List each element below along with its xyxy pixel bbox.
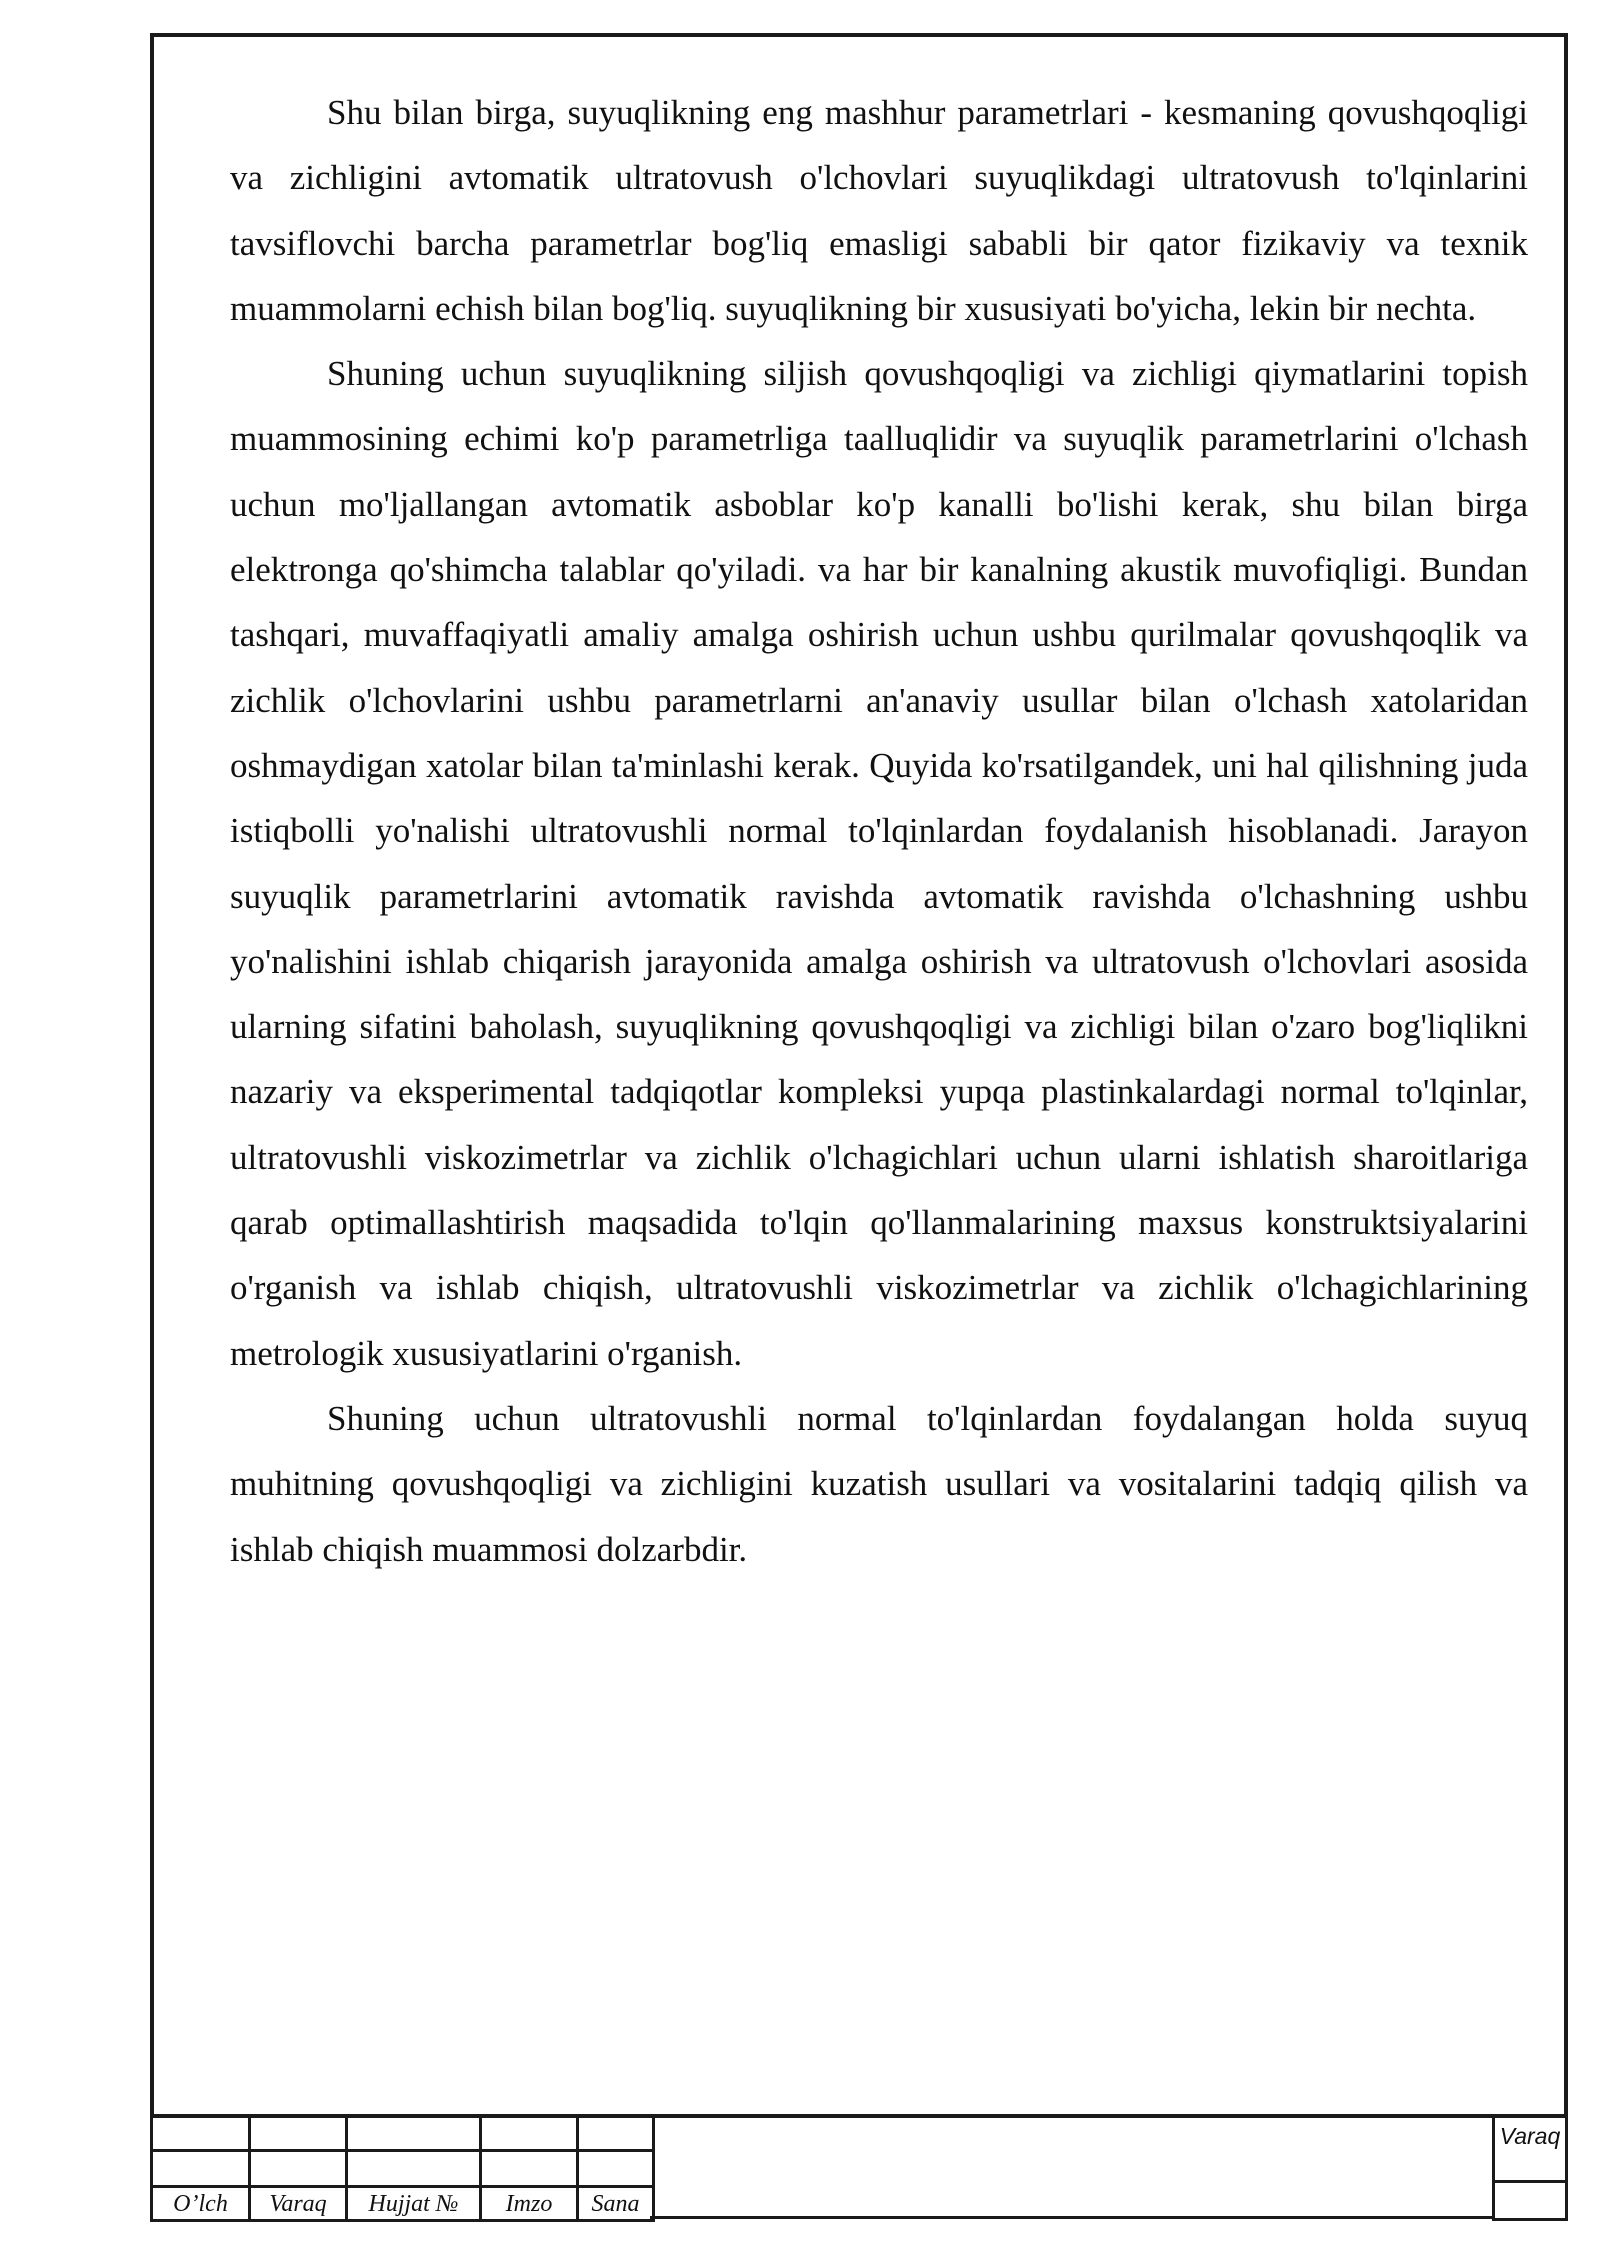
paragraph-3: Shuning uchun ultratovushli normal to'lqinlardan foydalangan holda suyuq muhitning qovushqoqligi va zichligini kuzatish usullari va vositalarini tadqiq qilish va ishlab chiqish muammosi dolzarbdir. xyxy=(230,1398,1528,1569)
sheet-number-field xyxy=(1495,2183,1565,2218)
title-block-label-imzo: Imzo xyxy=(481,2187,578,2221)
title-block-label-hujjat: Hujjat № xyxy=(347,2187,481,2221)
title-block-label-olch: O’lch xyxy=(152,2187,250,2221)
paragraph-2: Shuning uchun suyuqlikning siljish qovushqoqligi va zichligi qiymatlarini topish muammosining echimi ko'p parametrliga taalluqlidir va suyuqlik parametrlarini o'lchash uchun mo'ljallangan avtomatik asboblar ko'p kanalli bo'lishi kerak, shu bilan birga elektronga qo'shimcha talablar qo'yiladi. va har bir kanalning akustik muvofiqligi. Bundan tashqari, muvaffaqiyatli amaliy amalga oshirish uchun ushbu qurilmalar qovushqoqlik va zichlik o'lchovlarini ushbu parametrlarni an'anaviy usullar bilan o'lchash xatolaridan oshmaydigan xatolar bilan ta'minlashi kerak. Quyida ko'rsatilgandek, uni hal qilishning juda istiqbolli yo'nalishi ultratovushli normal to'lqinlardan foydalanish hisoblanadi. Jarayon suyuqlik parametrlarini avtomatik ravishda avtomatik ravishda o'lchashning ushbu yo'nalishini ishlab chiqarish jarayonida amalga oshirish va ultratovush o'lchovlari asosida ularning sifatini baholash, suyuqlikning qovushqoqligi va zichligi bilan o'zaro bog'liqlikni nazariy va eksperimental tadqiqotlar kompleksi yupqa plastinkalardagi normal to'lqinlar, ultratovushli viskozimetrlar va zichlik o'lchagichlari uchun ularni ishlatish sharoitlariga qarab optimallashtirish maqsadida to'lqin qo'llanmalarining maxsus konstruktsiyalarini o'rganish va ishlab chiqish, ultratovushli viskozimetrlar va zichlik o'lchagichlarining metrologik xususiyatlarini o'rganish. xyxy=(230,354,1528,1373)
title-block-table xyxy=(150,2114,655,2222)
title-block-label-sana: Sana xyxy=(578,2187,654,2221)
title-block-cell xyxy=(481,2116,578,2151)
title-block-designation-field xyxy=(650,2114,1492,2219)
title-block-cell xyxy=(347,2151,481,2187)
title-block xyxy=(150,2114,1568,2221)
title-block-sheet-box xyxy=(1492,2114,1568,2221)
title-block-cell xyxy=(481,2151,578,2187)
title-block-cell xyxy=(152,2116,250,2151)
paragraph-1: Shu bilan birga, suyuqlikning eng mashhur parametrlari - kesmaning qovushqoqligi va zichligini avtomatik ultratovush o'lchovlari suyuqlikdagi ultratovush to'lqinlarini tavsiflovchi barcha parametrlar bog'liq emasligi sababli bir qator fizikaviy va texnik muammolarni echish bilan bog'liq. suyuqlikning bir xususiyati bo'yicha, lekin bir nechta. xyxy=(230,93,1528,328)
title-block-cell xyxy=(250,2151,347,2187)
title-block-cell xyxy=(250,2116,347,2151)
document-body xyxy=(230,80,1528,1582)
title-block-cell xyxy=(578,2151,654,2187)
title-block-label-varaq: Varaq xyxy=(250,2187,347,2221)
sheet-label: Varaq xyxy=(1495,2117,1565,2183)
title-block-cell xyxy=(347,2116,481,2151)
title-block-cell xyxy=(578,2116,654,2151)
title-block-cell xyxy=(152,2151,250,2187)
